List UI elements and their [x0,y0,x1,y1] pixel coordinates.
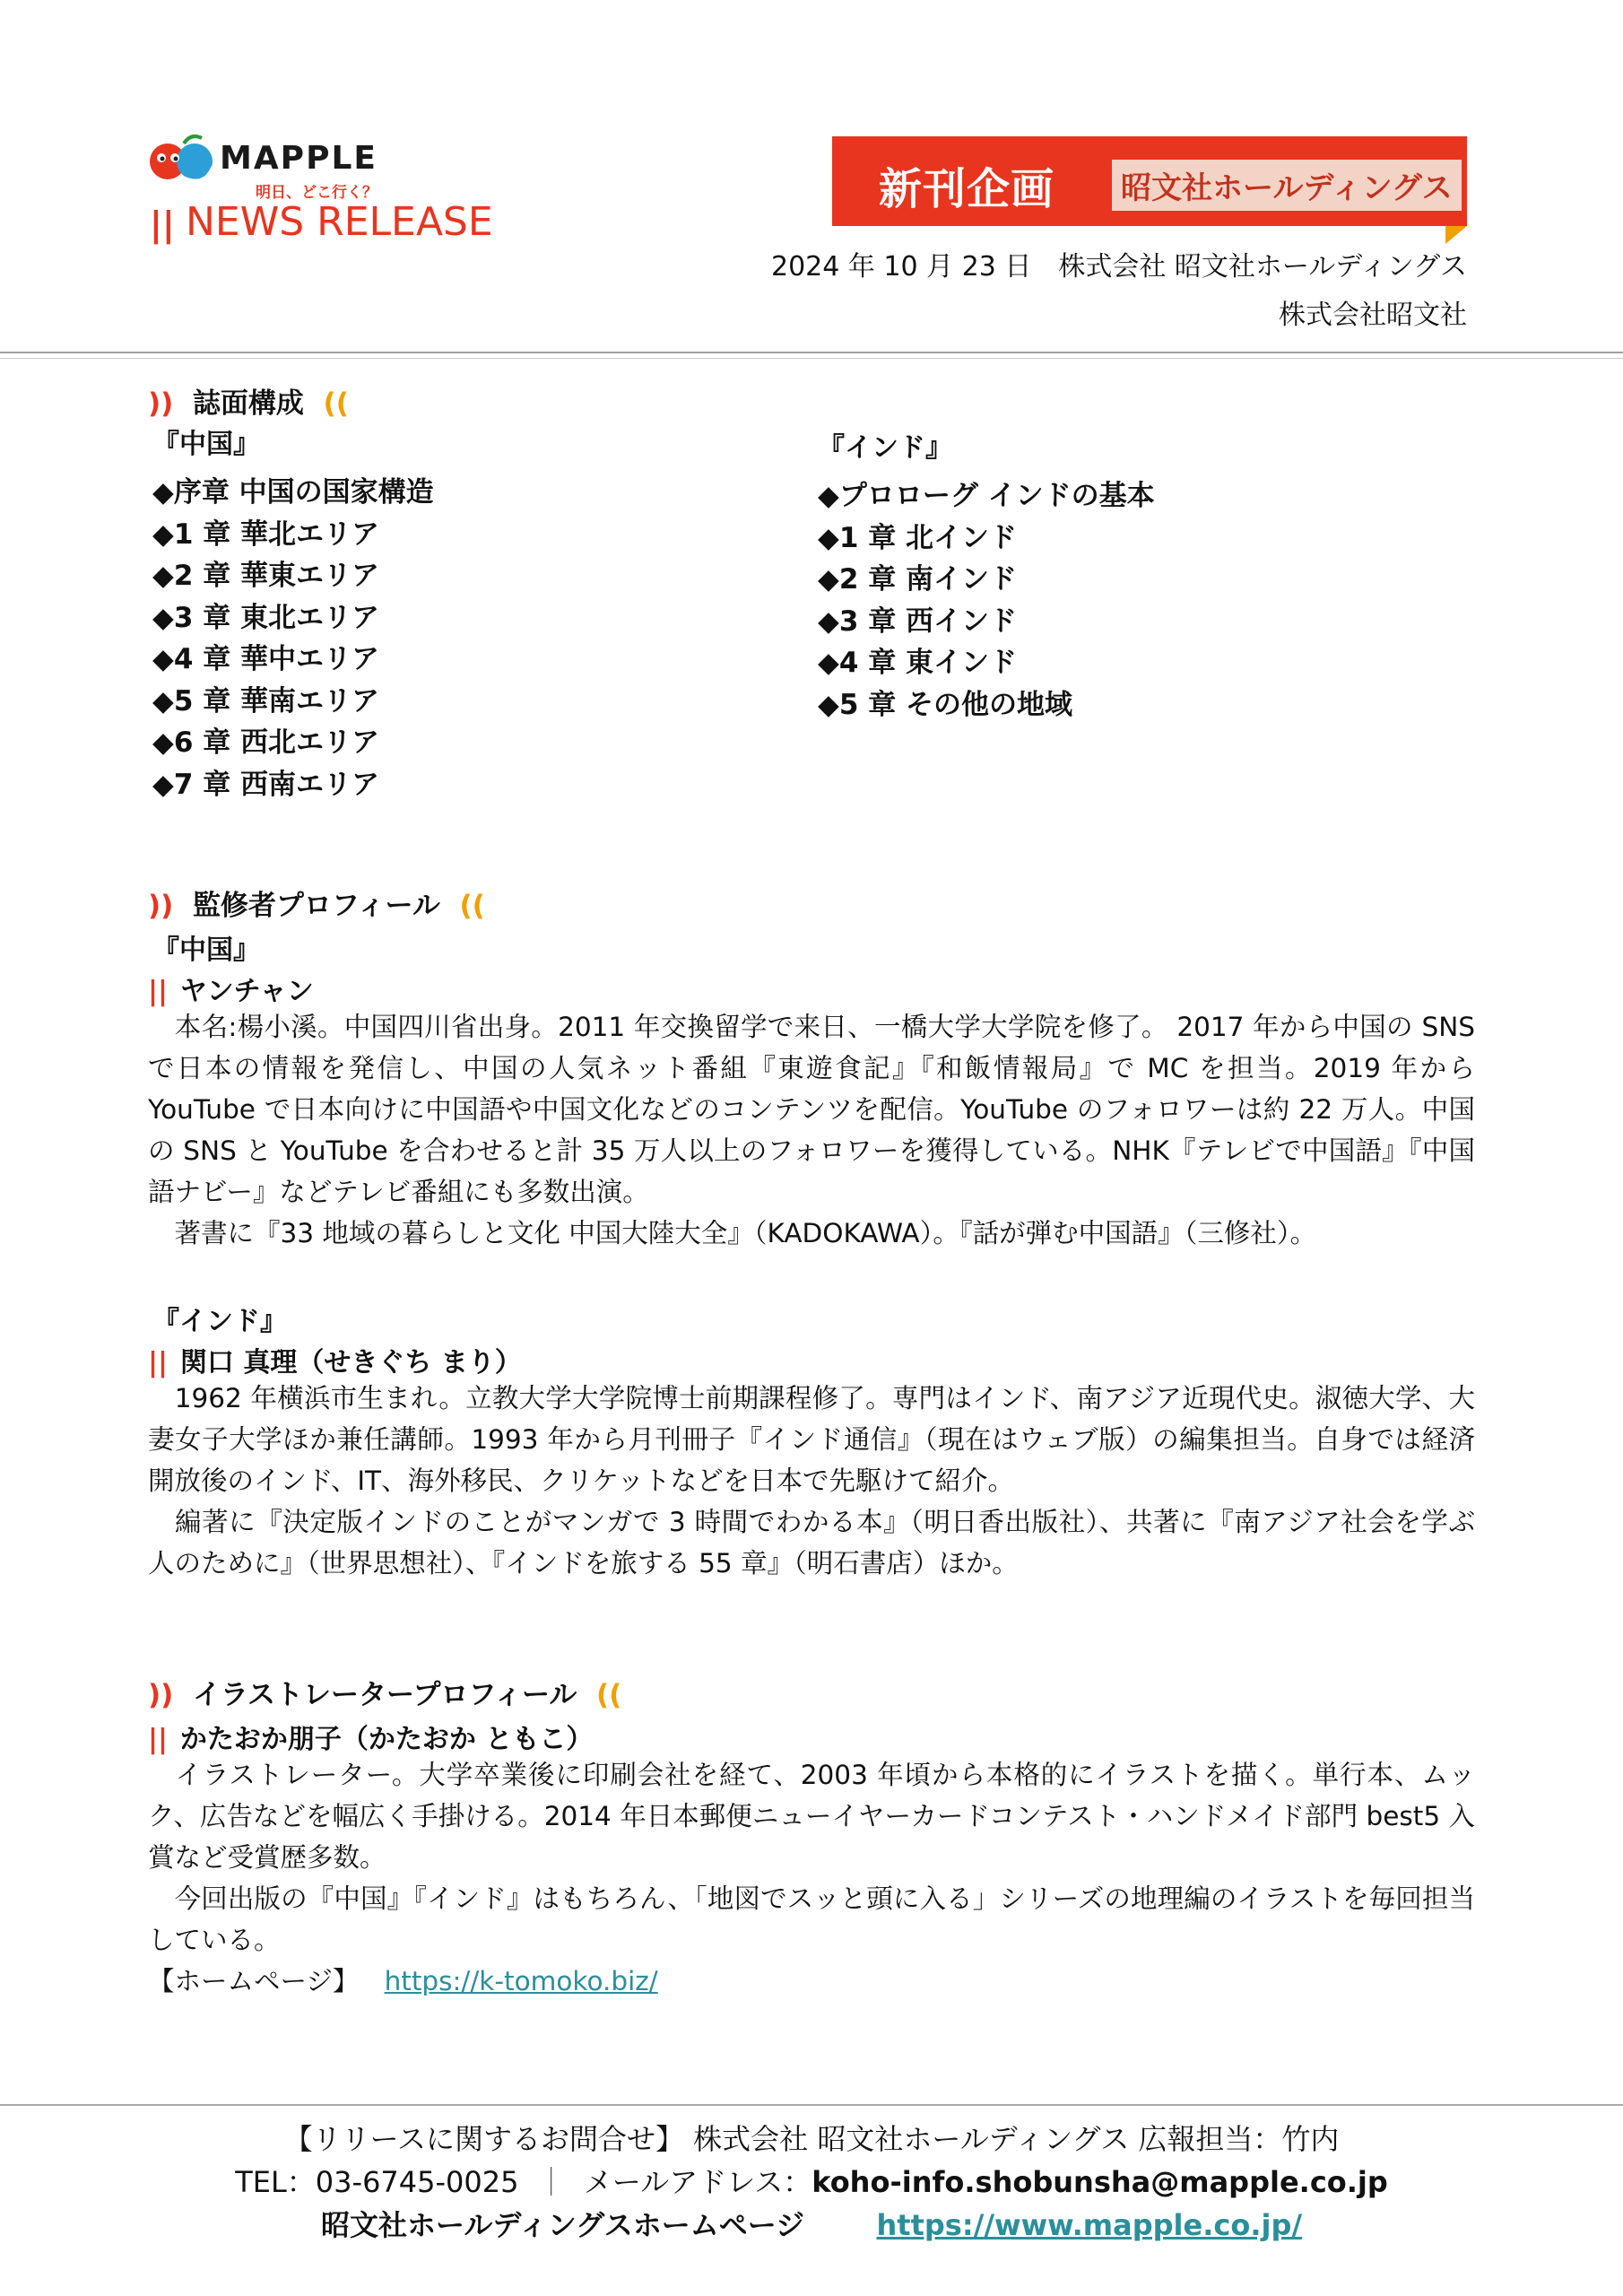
homepage-label: 【ホームページ】 [148,1966,360,1996]
toc-item: ◆3 章 西インド [818,604,1017,638]
toc-item: ◆プロローグ インドの基本 [818,480,1155,512]
india-supervisor-bio [148,1378,1475,1584]
india-supervisor-title: 『インド』 [152,1306,287,1337]
header-rule-thin [0,358,1623,359]
mapple-logo [148,133,493,245]
name-bars-icon: || [148,976,168,1007]
toc-item: ◆序章 中国の国家構造 [152,476,434,509]
footer-homepage-link[interactable]: https://www.mapple.co.jp/ [876,2208,1303,2242]
section-illustrator-heading [148,1672,621,1712]
banner [832,136,1467,226]
footer-rule [0,2104,1623,2106]
china-supervisor-bio [148,1006,1475,1254]
china-supervisor-title: 『中国』 [152,935,260,966]
toc-item: ◆1 章 北インド [818,521,1017,554]
section-title: 誌面構成 [192,387,304,420]
india-toc [818,425,1155,726]
banner-title: 新刊企画 [879,164,1055,214]
toc-item: ◆2 章 南インド [818,563,1017,596]
person-name: 関口 真理（せきぐち まり） [179,1347,522,1378]
release-date: 2024 年 10 月 23 日 株式会社 昭文社ホールディングス [770,251,1467,283]
illustrator-homepage-link[interactable]: https://k-tomoko.biz/ [384,1966,658,1996]
name-bars-icon: || [148,1724,168,1755]
footer-mail-label: メールアドレス： [583,2165,812,2199]
homepage-line [148,1961,1475,2002]
paren-right-icon: (( [595,1679,622,1711]
china-supervisor-name [148,969,314,1008]
footer-contact-details [0,2160,1623,2201]
paragraph: 著書に『33 地域の暮らしと文化 中国大陸大全』（KADOKAWA）。『話が弾む中国語』（三修社）。 [148,1218,1317,1248]
china-title: 『中国』 [152,429,260,460]
footer-homepage-label: 昭文社ホールディングスホームページ [320,2208,805,2242]
publisher-name: 株式会社昭文社 [1279,300,1467,331]
paren-left-icon: )) [148,1679,174,1711]
logo-tagline: 明日、どこ行く？ [256,184,378,202]
illustrator-name [148,1717,593,1756]
toc-item: ◆2 章 華東エリア [152,560,379,592]
section-supervisors-heading [148,883,485,923]
india-title: 『インド』 [818,432,952,464]
toc-item: ◆4 章 東インド [818,647,1017,679]
news-release-title: NEWS RELEASE [186,199,493,245]
footer-mail-address[interactable]: koho-info.shobunsha@mapple.co.jp [812,2165,1388,2199]
paragraph: 本名:楊小溪。中国四川省出身。2011 年交換留学で来日、一橋大学大学院を修了。 2017 年から中国の SNS で日本の情報を発信し、中国の人気ネット番組『東遊食記』『和飯情報局』で MC を担当。2019 年から YouTube で日本向けに中国語や中国文化などのコンテンツを配信。YouTube のフォロワーは約 22 万人。中国の SNS と YouTube を合わせると計 35 万人以上のフォロワーを獲得している。NHK『テレビで中国語』『中国語ナビー』などテレビ番組にも多数出演。 [148,1012,1475,1207]
paren-left-icon: )) [148,890,174,922]
toc-item: ◆1 章 華北エリア [152,517,379,551]
person-name: かたおか朋子（かたおか ともこ） [179,1724,594,1755]
paragraph: イラストレーター。大学卒業後に印刷会社を経て、2003 年頃から本格的にイラストを描く。単行本、ムック、広告などを幅広く手掛ける。2014 年日本郵便ニューイヤーカードコンテスト・ハンドメイド部門 best5 入賞など受賞歴多数。 [148,1760,1475,1873]
header-rule [0,352,1623,353]
footer-contact-line: 【リリースに関するお問合せ】 株式会社 昭文社ホールディングス 広報担当：竹内 [283,2122,1340,2156]
toc-item: ◆4 章 華中エリア [152,643,379,675]
toc-item: ◆5 章 その他の地域 [818,688,1072,721]
paren-right-icon: (( [323,387,349,420]
footer-homepage-line [0,2203,1623,2244]
toc-item: ◆6 章 西北エリア [152,726,379,759]
news-bars-icon: || [150,204,175,244]
paragraph: 今回出版の『中国』『インド』はもちろん、「地図でスッと頭に入る」シリーズの地理編のイラストを毎回担当している。 [148,1883,1475,1955]
banner-fold-decoration [1445,226,1467,244]
china-toc [152,422,434,805]
logo-wordmark: MAPPLE [220,140,378,177]
paragraph: 1962 年横浜市生まれ。立教大学大学院博士前期課程修了。専門はインド、南アジア近現代史。淑徳大学、大妻女子大学ほか兼任講師。1993 年から月刊冊子『インド通信』（現在はウェブ版）の編集担当。自身では経済開放後のインド、IT、海外移民、クリケットなどを日本で先駆けて紹介。 [148,1383,1475,1496]
illustrator-bio [148,1754,1475,2002]
banner-company-badge: 昭文社ホールディングス [1112,160,1462,211]
apple-mascot-icon [148,133,220,187]
person-name: ヤンチャン [179,976,314,1007]
paren-right-icon: (( [459,890,485,922]
section-title: イラストレータープロフィール [192,1679,577,1711]
footer-separator: ｜ [536,2165,566,2199]
section-title: 監修者プロフィール [192,890,440,922]
footer-tel: TEL：03-6745-0025 [235,2165,519,2199]
toc-item: ◆3 章 東北エリア [152,601,379,634]
name-bars-icon: || [148,1347,168,1378]
toc-item: ◆5 章 華南エリア [152,684,379,718]
paragraph: 編著に『決定版インドのことがマンガで 3 時間でわかる本』（明日香出版社）、共著に『南アジア社会を学ぶ人のために』（世界思想社）、『インドを旅する 55 章』（明石書店）ほか。 [148,1507,1475,1578]
section-contents-heading [148,380,349,421]
paren-left-icon: )) [148,387,174,420]
toc-item: ◆7 章 西南エリア [152,768,379,801]
india-supervisor-name [148,1340,522,1379]
